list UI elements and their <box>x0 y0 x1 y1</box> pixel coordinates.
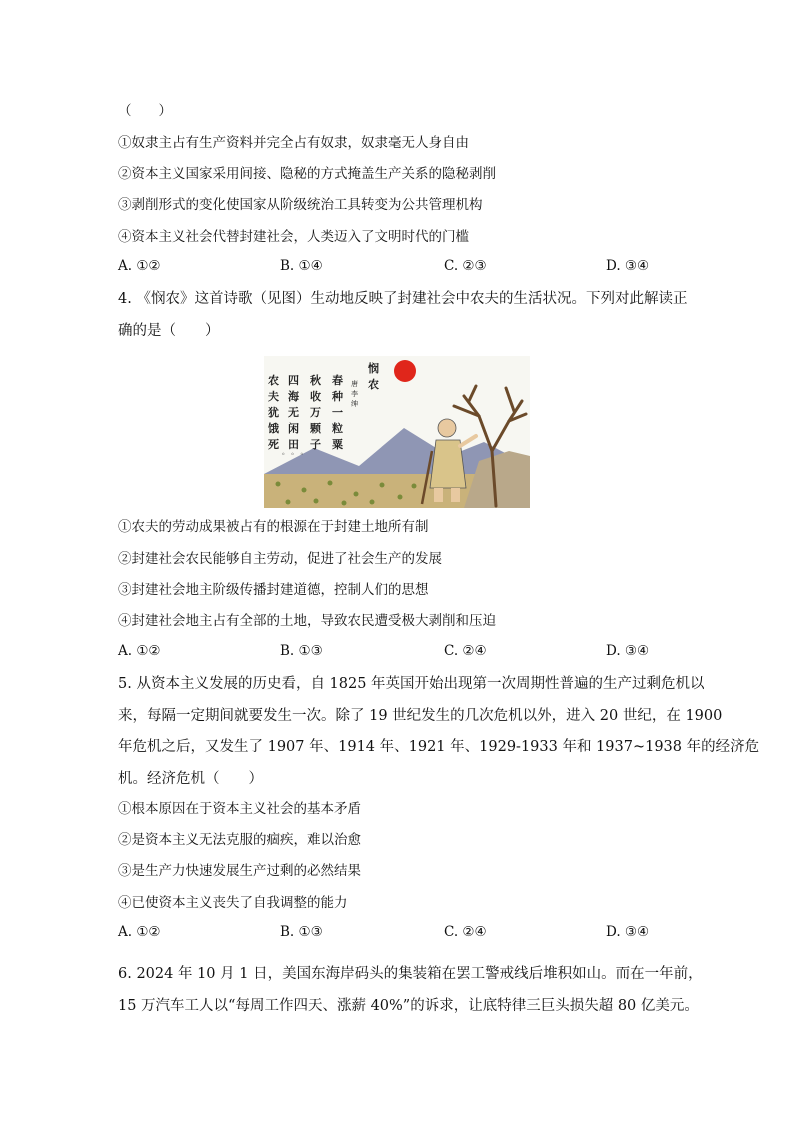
q4-option-a[interactable]: A. ①② <box>118 643 161 659</box>
poem-illustration <box>264 356 530 508</box>
poem-char: 子 <box>310 438 321 451</box>
q4-stem-line-2: 确的是（ ） <box>118 323 220 339</box>
poem-author-3: 绅 <box>351 400 358 408</box>
q5-options <box>118 924 678 944</box>
poem-char: 四 <box>288 374 299 387</box>
poem-ellipsis: 。 。 。 <box>282 448 308 456</box>
poem-author-1: 唐 <box>351 380 358 388</box>
q5-option-b[interactable]: B. ①③ <box>280 924 323 940</box>
q3-option-c[interactable]: C. ②③ <box>444 258 487 274</box>
q5-option-d[interactable]: D. ③④ <box>606 924 650 940</box>
poem-char: 种 <box>332 390 343 403</box>
poem-char: 粒 <box>332 422 343 435</box>
q5-option-c[interactable]: C. ②④ <box>444 924 487 940</box>
q6-stem-line-2: 15 万汽车工人以“每周工作四天、涨薪 40%”的诉求，让底特律三巨头损失超 80 亿美元。 <box>118 998 699 1014</box>
poem-char: 海 <box>288 390 299 403</box>
q3-option-d[interactable]: D. ③④ <box>606 258 650 274</box>
poem-char: 犹 <box>268 406 279 419</box>
poem-char: 田 <box>288 438 299 451</box>
q5-item-1: ①根本原因在于资本主义社会的基本矛盾 <box>118 801 361 817</box>
poem-char: 春 <box>332 374 343 387</box>
q5-stem-line-4: 机。经济危机（ ） <box>118 771 263 787</box>
q4-option-b[interactable]: B. ①③ <box>280 643 323 659</box>
q3-option-a[interactable]: A. ①② <box>118 258 161 274</box>
poem-char: 收 <box>310 390 321 403</box>
q5-stem-line-3: 年危机之后，又发生了 1907 年、1914 年、1921 年、1929-1933 年和 1937~1938 年的经济危 <box>118 739 760 755</box>
sun-icon <box>394 360 416 382</box>
q6-stem-line-1: 6. 2024 年 10 月 1 日，美国东海岸码头的集装箱在罢工警戒线后堆积如山。而在一年前， <box>118 966 703 982</box>
q5-stem-line-1: 5. 从资本主义发展的历史看，自 1825 年英国开始出现第一次周期性普遍的生产过剩危机以 <box>118 676 705 692</box>
poem-char: 死 <box>268 438 279 451</box>
poem-title-char-1: 悯 <box>368 362 379 375</box>
poem-char: 颗 <box>310 422 321 435</box>
poem-char: 夫 <box>268 390 279 403</box>
q3-item-3: ③剥削形式的变化使国家从阶级统治工具转变为公共管理机构 <box>118 197 483 213</box>
poem-char: 闲 <box>288 422 299 435</box>
q3-paren: （ ） <box>118 103 172 119</box>
q3-item-4: ④资本主义社会代替封建社会，人类迈入了文明时代的门槛 <box>118 229 469 245</box>
poem-char: 粟 <box>332 438 343 451</box>
q4-option-c[interactable]: C. ②④ <box>444 643 487 659</box>
q4-item-1: ①农夫的劳动成果被占有的根源在于封建土地所有制 <box>118 519 429 535</box>
q5-option-a[interactable]: A. ①② <box>118 924 161 940</box>
q4-options <box>118 643 678 663</box>
q4-stem-line-1: 4. 《悯农》这首诗歌（见图）生动地反映了封建社会中农夫的生活状况。下列对此解读正 <box>118 291 688 307</box>
poem-title-char-2: 农 <box>368 378 379 391</box>
q3-item-2: ②资本主义国家采用间接、隐秘的方式掩盖生产关系的隐秘剥削 <box>118 166 496 182</box>
q3-option-b[interactable]: B. ①④ <box>280 258 323 274</box>
poem-char: 秋 <box>310 374 321 387</box>
q5-item-2: ②是资本主义无法克服的痼疾，难以治愈 <box>118 832 361 848</box>
q3-item-1: ①奴隶主占有生产资料并完全占有奴隶，奴隶毫无人身自由 <box>118 135 469 151</box>
q4-item-2: ②封建社会农民能够自主劳动，促进了社会生产的发展 <box>118 551 442 567</box>
poem-char: 农 <box>268 374 279 387</box>
q5-item-3: ③是生产力快速发展生产过剩的必然结果 <box>118 863 361 879</box>
q3-options <box>118 258 678 278</box>
q5-item-4: ④已使资本主义丧失了自我调整的能力 <box>118 895 348 911</box>
q4-option-d[interactable]: D. ③④ <box>606 643 650 659</box>
q4-item-4: ④封建社会地主占有全部的土地，导致农民遭受极大剥削和压迫 <box>118 613 496 629</box>
q5-stem-line-2: 来，每隔一定期间就要发生一次。除了 19 世纪发生的几次危机以外，进入 20 世纪，在 1900 <box>118 708 723 724</box>
poem-author-2: 李 <box>351 390 358 398</box>
poem-char: 一 <box>332 406 343 419</box>
poem-illustration-svg <box>264 356 530 508</box>
poem-char: 无 <box>288 406 299 419</box>
q4-item-3: ③封建社会地主阶级传播封建道德，控制人们的思想 <box>118 582 429 598</box>
poem-char: 饿 <box>268 422 279 435</box>
poem-char: 万 <box>310 406 321 419</box>
